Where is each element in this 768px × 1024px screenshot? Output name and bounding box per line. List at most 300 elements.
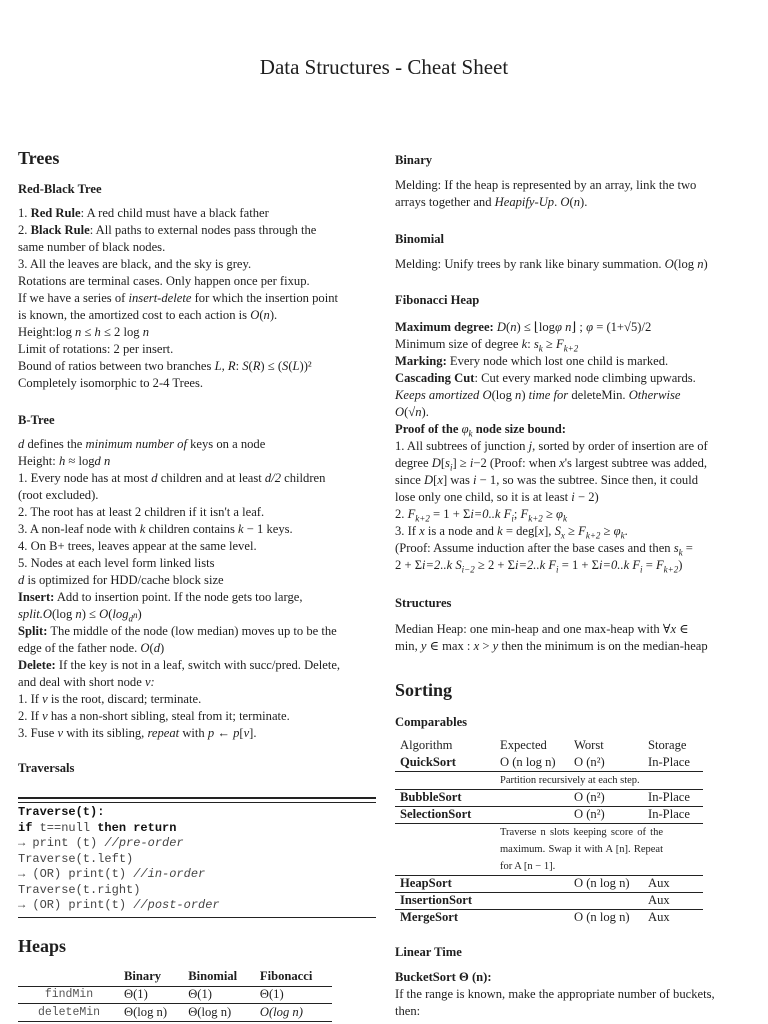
text-segment: (root excluded). — [18, 488, 99, 502]
text-segment: //pre-order — [104, 836, 184, 850]
text-segment: Minimum size of degree — [395, 337, 522, 351]
column-header: Expected — [500, 738, 547, 752]
text-segment: n — [515, 388, 522, 402]
table-note-row — [395, 823, 703, 875]
table-cell: O(log n) — [256, 1004, 332, 1022]
text-segment: edge of the father node. — [18, 641, 141, 655]
cell-storage: Aux — [648, 893, 670, 907]
text-segment: ; — [513, 507, 521, 521]
traversal-code-block — [18, 797, 376, 918]
text-segment: = — [642, 558, 656, 572]
cell-storage: In-Place — [648, 807, 690, 821]
text-segment: ( — [506, 320, 511, 334]
page-title: Data Structures - Cheat Sheet — [259, 55, 509, 79]
column-header — [18, 968, 120, 986]
text-segment: d — [151, 471, 158, 485]
text-segment: O — [140, 641, 150, 655]
text-line — [395, 1003, 750, 1020]
text-segment: Keeps amortized — [395, 388, 480, 402]
cell-name: InsertionSort — [400, 893, 473, 907]
cell-expected — [495, 892, 569, 909]
text-line — [395, 319, 750, 336]
text-segment: v — [42, 692, 48, 706]
text-segment: j — [528, 439, 533, 453]
text-segment: φ — [556, 507, 563, 521]
text-segment: F — [407, 507, 416, 521]
text-segment: if — [18, 820, 33, 835]
cell-name: SelectionSort — [400, 807, 472, 821]
text-segment: ) — [160, 641, 165, 655]
binary-heap-text — [395, 177, 750, 211]
text-segment: 3. A non-leaf node with — [18, 522, 140, 536]
text-segment: ] was — [442, 473, 474, 487]
text-segment: i=0..k — [470, 507, 501, 521]
text-segment: k — [620, 530, 625, 541]
text-line — [18, 222, 376, 239]
text-segment: n — [263, 308, 270, 322]
text-segment: s — [445, 456, 450, 470]
cell-expected — [495, 875, 569, 892]
text-line — [18, 821, 376, 837]
text-segment: arrays together and — [395, 195, 495, 209]
text-segment: F — [655, 558, 664, 572]
text-segment: − 2) — [574, 490, 599, 504]
text-line — [18, 504, 376, 521]
cell-storage: Aux — [648, 910, 670, 925]
text-segment: k — [497, 524, 503, 538]
text-segment: Heapify-Up — [494, 195, 555, 209]
text-line — [18, 375, 376, 392]
text-segment: degree — [395, 456, 432, 470]
text-segment: φ — [613, 524, 621, 538]
table-row — [18, 1004, 332, 1022]
text-segment: ) — [678, 558, 683, 572]
cell-worst: O (n²) — [574, 807, 605, 821]
text-segment: x — [538, 524, 545, 538]
text-line — [18, 898, 376, 914]
text-segment: i — [556, 564, 559, 575]
text-segment: Bound of ratios between two branches — [18, 359, 215, 373]
text-segment: keys on a node — [186, 437, 266, 451]
cell-expected: O (n log n) — [500, 754, 556, 769]
text-segment: i−2 — [461, 564, 475, 575]
text-segment: v: — [144, 675, 155, 689]
text-segment: i — [571, 490, 575, 504]
text-segment: [ — [239, 726, 244, 740]
text-segment: since — [395, 473, 425, 487]
text-line — [18, 725, 376, 742]
text-segment: F — [555, 337, 564, 351]
cell-worst: O (n log n) — [574, 910, 630, 925]
text-segment: v — [42, 709, 48, 723]
cell-name: HeapSort — [400, 876, 452, 890]
text-segment: children contains — [145, 522, 238, 536]
text-segment: > — [479, 639, 493, 653]
text-segment: d — [18, 573, 25, 587]
text-segment: h — [58, 454, 66, 468]
text-segment: n — [142, 325, 150, 339]
text-segment: i — [473, 473, 477, 487]
text-line — [18, 436, 376, 453]
text-segment: 1. Every node has at most — [18, 471, 152, 485]
text-segment: minimum number of — [85, 437, 187, 451]
text-segment: p — [207, 726, 215, 740]
table-cell: findMin — [18, 986, 120, 1004]
text-segment: F — [520, 507, 529, 521]
binomial-heap-text — [395, 256, 750, 273]
text-line — [18, 341, 376, 358]
text-line — [395, 421, 750, 438]
text-segment: i=2..k — [422, 558, 453, 572]
text-segment: has a non-short sibling, steal from it; terminate. — [47, 709, 290, 723]
text-line — [18, 640, 376, 657]
text-segment: 3. All the leaves are black, and the sky is grey. — [18, 257, 252, 271]
text-segment: R — [252, 359, 261, 373]
text-line — [395, 540, 750, 557]
text-line — [18, 358, 376, 375]
text-segment: x — [419, 524, 425, 538]
algorithm-note: Traverse n slots keeping score of the maximum. Swap it with A [n]. Repeat for A [n − 1]. — [500, 826, 663, 872]
text-segment: k+2 — [528, 513, 543, 524]
text-line — [18, 307, 376, 324]
text-segment: Add to insertion point. If the node gets too large, — [54, 590, 303, 604]
text-segment: Proof of the — [395, 422, 462, 436]
section-heading-trees: Trees — [18, 148, 60, 168]
text-line — [18, 589, 376, 606]
text-segment: ], — [544, 524, 555, 538]
text-segment: ≥ — [542, 337, 556, 351]
text-segment: s — [673, 541, 679, 555]
text-segment: 2. — [18, 223, 31, 237]
text-segment: y — [420, 639, 427, 653]
text-segment: (log — [51, 607, 76, 621]
text-segment: ← — [214, 726, 234, 740]
text-segment: k — [521, 337, 528, 351]
text-segment: ]. — [249, 726, 257, 740]
text-segment: (Proof: Assume induction after the base cases and then — [395, 541, 674, 555]
text-line — [395, 438, 750, 455]
cell-expected — [495, 806, 569, 823]
text-segment: ∈ — [676, 622, 689, 636]
text-line — [18, 470, 376, 487]
text-segment: d — [128, 613, 133, 624]
text-segment: −2 (Proof: when — [473, 456, 560, 470]
text-segment: ( — [259, 308, 264, 322]
text-line — [18, 239, 376, 256]
column-header: Algorithm — [400, 738, 453, 752]
text-segment: min, — [395, 639, 421, 653]
text-segment: Black Rule — [30, 223, 90, 237]
text-segment: 1. If — [18, 692, 43, 706]
text-segment: d/2 — [264, 471, 282, 485]
text-segment: → (OR) print(t) — [18, 867, 134, 881]
text-segment: i=0..k — [599, 558, 630, 572]
text-line — [18, 487, 376, 504]
subheading-structures: Structures — [395, 596, 452, 610]
table-cell: Θ(1) — [120, 986, 184, 1004]
cell-storage: In-Place — [648, 790, 690, 804]
text-line — [395, 387, 750, 404]
text-segment: repeat — [147, 726, 180, 740]
text-segment: Height:log — [18, 325, 76, 339]
table-note-row — [395, 771, 703, 789]
text-line — [395, 506, 750, 523]
table-cell: Θ(log n) — [184, 1004, 256, 1022]
text-segment: //post-order — [133, 898, 220, 912]
text-segment: Maximum degree: — [395, 320, 494, 334]
text-line — [395, 177, 750, 194]
table-cell: Θ(log n) — [120, 1004, 184, 1022]
subheading-fibonacci-heap: Fibonacci Heap — [395, 293, 480, 307]
text-segment: k+2 — [663, 564, 679, 575]
section-heading-heaps: Heaps — [18, 936, 67, 956]
table-cell: Θ(1) — [184, 986, 256, 1004]
text-segment: //in-order — [133, 867, 206, 881]
text-segment: Insert: — [18, 590, 55, 604]
text-segment: D — [424, 473, 434, 487]
text-line — [395, 557, 750, 574]
text-segment: ). — [269, 308, 278, 322]
text-segment: node size bound: — [472, 422, 566, 436]
text-segment: ) ≤ ( — [260, 359, 283, 373]
text-line — [395, 489, 750, 506]
text-segment: x — [559, 456, 565, 470]
text-segment: n — [565, 320, 572, 334]
text-segment: (√ — [404, 405, 416, 419]
text-line — [18, 555, 376, 572]
text-segment: Completely isomorphic to 2-4 Trees. — [18, 376, 204, 390]
text-segment: is the root, discard; terminate. — [47, 692, 202, 706]
cell-worst: O (n²) — [574, 790, 605, 804]
table-row — [395, 892, 703, 909]
text-segment: 2 + Σ — [395, 558, 423, 572]
text-segment: v — [57, 726, 64, 740]
text-segment: → print (t) — [18, 836, 105, 850]
text-segment: k — [538, 343, 543, 354]
cell-expected — [495, 909, 569, 926]
table-cell: deleteMin — [18, 1004, 120, 1022]
text-segment: v — [243, 726, 250, 740]
text-segment: ≥ 2 + Σ — [474, 558, 515, 572]
text-segment: . — [624, 524, 628, 538]
text-segment: : — [235, 359, 243, 373]
text-segment: If the range is known, make the appropriate number of buckets, — [395, 987, 715, 1001]
text-segment: F — [548, 558, 557, 572]
text-segment: i=2..k — [515, 558, 546, 572]
text-segment: n — [415, 405, 422, 419]
text-segment: O — [250, 308, 260, 322]
cell-name: QuickSort — [400, 754, 456, 769]
text-segment: ≥ — [564, 524, 579, 538]
text-segment: k — [238, 522, 244, 536]
code-lines — [18, 802, 376, 918]
text-line — [18, 867, 376, 883]
text-segment: is known, the amortized cost to each action is — [18, 308, 251, 322]
text-segment: 4. On B+ trees, leaves appear at the same level. — [18, 539, 257, 553]
text-segment: O — [482, 388, 492, 402]
text-segment: k — [678, 547, 683, 558]
text-segment: L — [292, 359, 300, 373]
text-segment: ( — [288, 359, 293, 373]
text-line — [395, 523, 750, 540]
text-segment: ). — [580, 195, 588, 209]
text-segment: ∈ max : — [426, 639, 474, 653]
text-segment: x — [670, 622, 677, 636]
text-segment: S — [455, 558, 462, 572]
text-segment: k — [468, 428, 473, 439]
text-segment: : — [527, 337, 534, 351]
text-segment: If the key is not in a leaf, switch with succ/pred. Delete, — [55, 658, 341, 672]
text-segment: = deg[ — [502, 524, 539, 538]
text-segment: [ — [433, 473, 438, 487]
text-segment: log — [112, 607, 129, 621]
text-segment: x — [560, 530, 565, 541]
text-segment: h — [94, 325, 101, 339]
column-header: Worst — [574, 738, 604, 752]
cell-expected — [495, 789, 569, 806]
text-segment: Every node which lost one child is marked. — [446, 354, 669, 368]
text-segment: ≈ log — [65, 454, 95, 468]
text-segment: O — [560, 195, 570, 209]
text-segment: The middle of the node (low median) moves up to be the — [47, 624, 337, 638]
table-cell: Θ(1) — [256, 986, 332, 1004]
text-segment: ≤ — [81, 325, 95, 339]
text-segment: Height: — [18, 454, 59, 468]
text-segment: ). — [421, 405, 429, 419]
text-segment: Marking: — [395, 354, 447, 368]
text-segment: 2. If — [18, 709, 43, 723]
text-segment: Melding: Unify trees by rank like binary summation. — [395, 257, 665, 271]
cell-storage: In-Place — [648, 754, 690, 769]
table-row — [395, 875, 703, 892]
cell-name: MergeSort — [400, 910, 459, 925]
text-segment: 3. If — [395, 524, 420, 538]
text-segment: i — [640, 564, 643, 575]
text-segment: n — [510, 320, 517, 334]
cell-name: BubbleSort — [400, 790, 462, 804]
text-segment: then the minimum is on the median-heap — [498, 639, 708, 653]
text-line — [18, 623, 376, 640]
text-line — [18, 572, 376, 589]
b-tree-text — [18, 436, 376, 742]
text-line — [18, 521, 376, 538]
column-header: Fibonacci — [256, 968, 332, 986]
section-heading-sorting: Sorting — [395, 680, 453, 700]
text-segment: then return — [97, 820, 177, 835]
text-segment: n — [697, 257, 704, 271]
text-segment: 1. — [18, 206, 31, 220]
text-line — [395, 370, 750, 387]
text-segment: φ — [461, 422, 469, 436]
text-segment: = 1 + Σ — [558, 558, 599, 572]
text-segment: ( — [569, 195, 574, 209]
text-segment: : A red child must have a black father — [80, 206, 269, 220]
text-segment: Otherwise — [628, 388, 681, 402]
text-segment: for which the insertion point — [191, 291, 339, 305]
text-segment: S — [242, 359, 249, 373]
text-segment: 3. Fuse — [18, 726, 58, 740]
subheading-traversals: Traversals — [18, 761, 75, 775]
text-line — [395, 621, 750, 638]
text-segment: t==null — [32, 820, 98, 835]
text-segment: time for — [528, 388, 569, 402]
fibonacci-heap-text — [395, 319, 750, 574]
text-segment: with its sibling, — [63, 726, 148, 740]
table-row — [395, 754, 703, 771]
text-segment: S — [282, 359, 289, 373]
text-segment: and deal with short node — [18, 675, 145, 689]
text-line — [18, 205, 376, 222]
text-line — [18, 606, 376, 623]
text-segment: is a node and — [424, 524, 498, 538]
text-segment: k — [139, 522, 146, 536]
subheading-binary: Binary — [395, 153, 433, 167]
text-segment: ( — [149, 641, 154, 655]
text-line — [18, 674, 376, 691]
subheading-red-black-tree: Red-Black Tree — [18, 182, 102, 196]
text-segment: 2. The root has at least 2 children if it isn't a leaf. — [18, 505, 265, 519]
text-line — [395, 353, 750, 370]
text-segment: children — [281, 471, 326, 485]
text-segment: p — [233, 726, 240, 740]
text-segment: ( — [248, 359, 253, 373]
text-line — [395, 472, 750, 489]
text-segment: d — [18, 437, 25, 451]
text-segment: same number of black nodes. — [18, 240, 166, 254]
text-segment: x — [437, 473, 443, 487]
text-line — [395, 336, 750, 353]
text-segment: i — [449, 462, 453, 473]
text-segment: F — [503, 507, 512, 521]
table-row — [395, 789, 703, 806]
text-segment: If we have a series of — [18, 291, 129, 305]
text-line — [395, 404, 750, 421]
text-segment: − 1, so was the subtree. Since then, it could — [476, 473, 699, 487]
text-segment: i — [469, 456, 474, 470]
text-line — [18, 805, 376, 821]
text-line — [18, 256, 376, 273]
text-segment: ] ≥ — [452, 456, 470, 470]
text-segment: F — [632, 558, 641, 572]
text-segment: ≥ — [542, 507, 557, 521]
text-segment: (log — [491, 388, 516, 402]
text-segment: : All paths to external nodes pass through the — [89, 223, 317, 237]
text-segment: n — [104, 454, 111, 468]
text-segment: then: — [395, 1004, 421, 1018]
subheading-binomial: Binomial — [395, 232, 444, 246]
text-segment: i — [511, 513, 514, 524]
table-row — [395, 909, 703, 926]
text-segment: . — [554, 195, 561, 209]
text-segment: k+2 — [415, 513, 430, 524]
text-line — [395, 638, 750, 655]
text-line — [395, 986, 750, 1003]
text-line — [18, 883, 376, 899]
text-segment: S — [554, 524, 561, 538]
text-line — [18, 273, 376, 290]
text-line — [18, 836, 376, 852]
text-segment: 's largest subtree was added, — [564, 456, 708, 470]
algorithm-note: Partition recursively at each step. — [500, 774, 640, 786]
text-segment: L, R — [214, 359, 236, 373]
table-row — [18, 986, 332, 1004]
table-row — [395, 806, 703, 823]
text-segment: split. — [18, 607, 43, 621]
text-segment: n — [133, 610, 138, 620]
column-header: Binomial — [184, 968, 256, 986]
bucketsort-title: BucketSort Θ (n): — [395, 970, 492, 984]
subheading-linear-time: Linear Time — [395, 945, 462, 959]
